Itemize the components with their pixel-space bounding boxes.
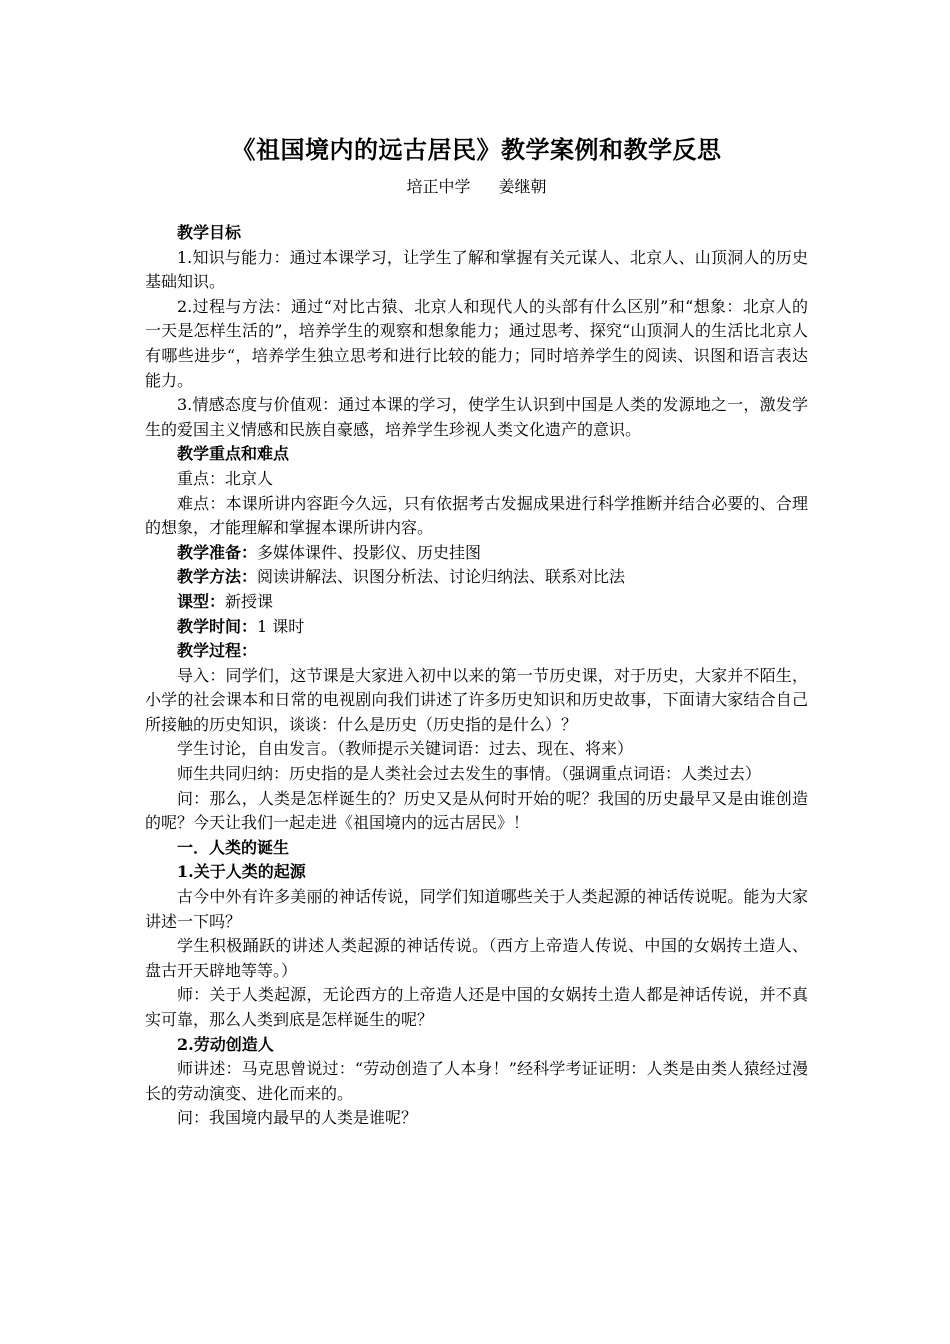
goal-heading: 教学目标 bbox=[177, 223, 242, 242]
method-label: 教学方法： bbox=[177, 567, 258, 587]
goal-3: 3.情感态度与价值观：通过本课的学习，使学生认识到中国是人类的发源地之一，激发学生的爱国主义情感和民族自豪感，培养学生珍视人类文化遗产的意识。 bbox=[145, 395, 808, 439]
difficulty: 难点：本课所讲内容距今久远，只有依据考古发掘成果进行科学推断并结合必要的、合理的想象，才能理解和掌握本课所讲内容。 bbox=[145, 493, 808, 538]
prep-label: 教学准备： bbox=[177, 542, 258, 562]
document-page bbox=[145, 133, 808, 1131]
discuss-paragraph: 学生讨论，自由发言。（教师提示关键词语：过去、现在、将来） bbox=[177, 739, 634, 759]
key-point: 重点：北京人 bbox=[177, 468, 274, 488]
author-line bbox=[145, 175, 808, 199]
prep-value: 多媒体课件、投影仪、历史挂图 bbox=[257, 542, 482, 562]
method-line bbox=[145, 565, 808, 590]
goal-1: 1.知识与能力：通过本课学习，让学生了解和掌握有关元谋人、北京人、山顶洞人的历史基础知识。 bbox=[145, 247, 808, 292]
time-line bbox=[145, 615, 808, 640]
intro-paragraph: 导入：同学们，这节课是大家进入初中以来的第一节历史课，对于历史，大家并不陌生，小学的社会课本和日常的电视剧向我们讲述了许多历史知识和历史故事，下面请大家结合自己所接触的历史知识，谈谈：什么是历史（历史指的是什么）？ bbox=[145, 665, 808, 734]
sub-2-heading: 2.劳动创造人 bbox=[177, 1034, 274, 1054]
author-school: 培正中学 bbox=[406, 177, 471, 196]
document-title: 《祖国境内的远古居民》教学案例和教学反思 bbox=[231, 136, 722, 164]
prep-line bbox=[145, 541, 808, 566]
goal-2: 2.过程与方法：通过“对比古猿、北京人和现代人的头部有什么区别”和“想象：北京人的一天是怎样生活的”，培养学生的观察和想象能力；通过思考、探究“山顶洞人的生活比北京人有哪些进步“，培养学生独立思考和进行比较的能力；同时培养学生的阅读、识图和语言表达能力。 bbox=[145, 296, 808, 390]
method-value: 阅读讲解法、识图分析法、讨论归纳法、联系对比法 bbox=[257, 567, 626, 587]
sub-1-heading: 1.关于人类的起源 bbox=[177, 862, 306, 882]
time-label: 教学时间： bbox=[177, 616, 258, 636]
part-1-heading: 一．人类的诞生 bbox=[177, 837, 290, 857]
sub-2-paragraph-1: 师讲述：马克思曾说过：“劳动创造了人本身！”经科学考证证明：人类是由类人猿经过漫长的劳动演变、进化而来的。 bbox=[145, 1059, 808, 1103]
sub-1-paragraph-3: 师：关于人类起源，无论西方的上帝造人还是中国的女娲抟土造人都是神话传说，并不真实可靠，那么人类到底是怎样诞生的呢？ bbox=[145, 985, 808, 1029]
sub-1-paragraph-2: 学生积极踊跃的讲述人类起源的神话传说。（西方上帝造人传说、中国的女娲抟土造人、盘古开天辟地等等。） bbox=[145, 936, 808, 980]
key-heading: 教学重点和难点 bbox=[177, 444, 290, 464]
type-label: 课型： bbox=[177, 591, 226, 611]
sub-1-paragraph-1: 古今中外有许多美丽的神话传说，同学们知道哪些关于人类起源的神话传说呢。能为大家讲述一下吗？ bbox=[145, 887, 808, 931]
sub-2-paragraph-2: 问：我国境内最早的人类是谁呢？ bbox=[177, 1108, 418, 1128]
type-line bbox=[145, 590, 808, 615]
process-label: 教学过程： bbox=[177, 641, 258, 661]
type-value: 新授课 bbox=[225, 591, 274, 611]
time-value: 1 课时 bbox=[257, 616, 305, 636]
question-paragraph: 问：那么，人类是怎样诞生的？历史又是从何时开始的呢？我国的历史最早又是由谁创造的呢？今天让我们一起走进《祖国境内的远古居民》！ bbox=[145, 788, 808, 833]
author-name: 姜继朝 bbox=[498, 177, 547, 196]
summary-paragraph: 师生共同归纳：历史指的是人类社会过去发生的事情。（强调重点词语：人类过去） bbox=[177, 764, 762, 784]
document-body bbox=[145, 221, 808, 1131]
